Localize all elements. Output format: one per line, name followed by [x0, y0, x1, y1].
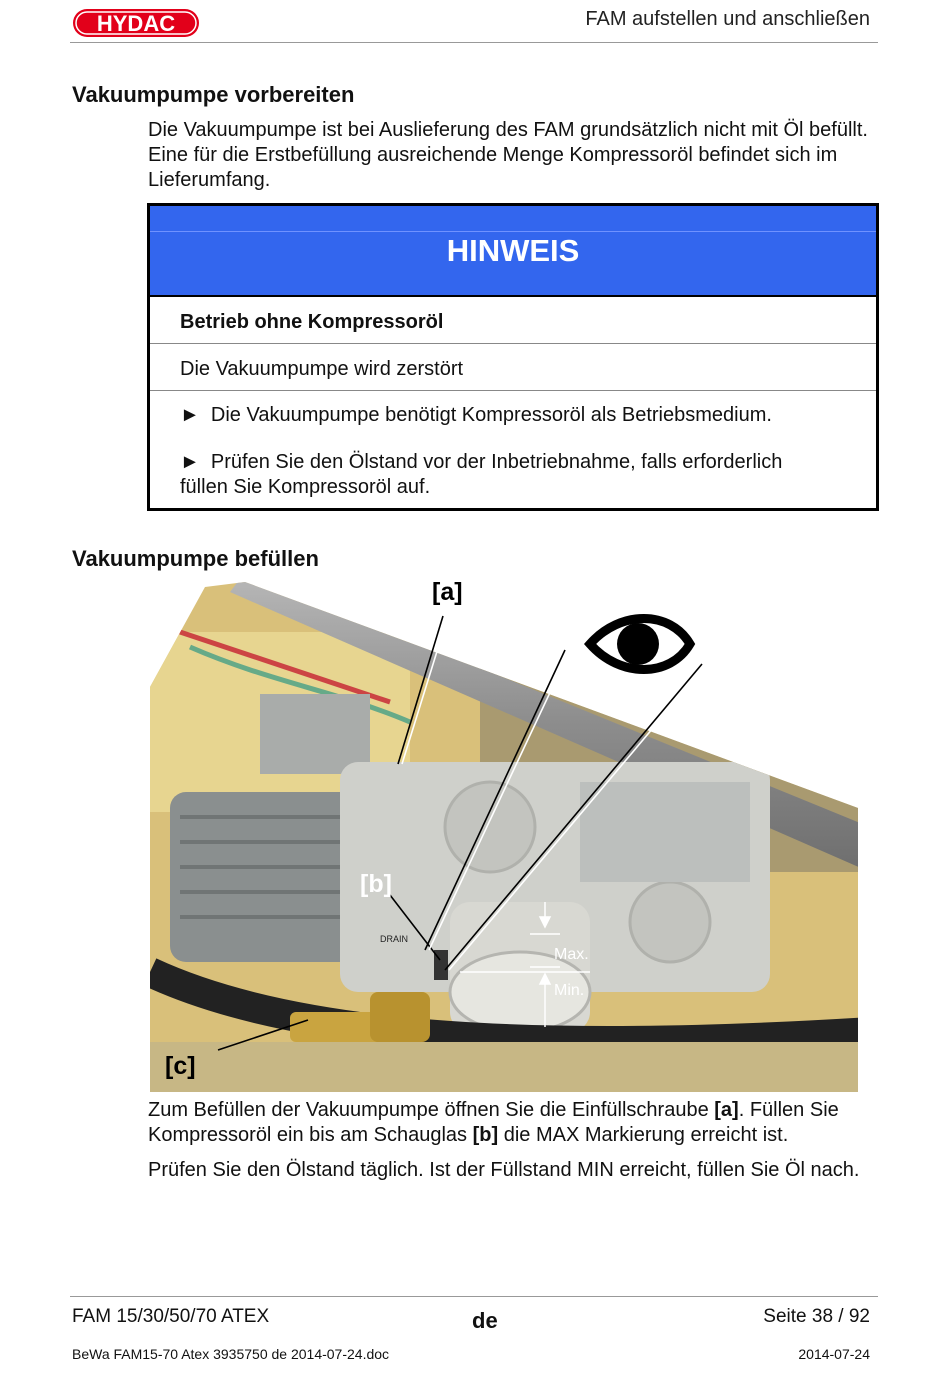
footer-divider — [70, 1296, 878, 1297]
bullet-arrow-icon: ► — [180, 451, 200, 473]
footer-page-number: Seite 38 / 92 — [763, 1306, 870, 1327]
logo-text: HYDAC — [96, 11, 176, 36]
notice-title: HINWEIS — [446, 233, 580, 268]
section-heading-fill: Vakuumpumpe befüllen — [72, 546, 319, 571]
min-label: Min. — [554, 982, 585, 999]
notice-consequence: Die Vakuumpumpe wird zerstört — [180, 358, 464, 380]
notice-box — [147, 203, 879, 511]
footer-language: de — [472, 1308, 498, 1333]
section-heading-prepare: Vakuumpumpe vorbereiten — [72, 82, 355, 107]
vacuum-pump-photo — [150, 572, 870, 1092]
notice-action — [180, 404, 772, 427]
hydac-logo — [72, 8, 200, 38]
footer-date: 2014-07-24 — [798, 1346, 870, 1362]
notice-hazard: Betrieb ohne Kompressoröl — [180, 311, 444, 333]
label-b: [b] — [360, 870, 392, 898]
fill-instructions: Zum Befüllen der Vakuumpumpe öffnen Sie die Einfüllschraube [a]. Füllen Sie Kompressoröl ein bis am Schauglas [b] die MAX Markierung erreicht ist. — [148, 1099, 839, 1146]
drain-label: DRAIN — [380, 934, 409, 944]
label-a: [a] — [432, 578, 463, 606]
footer-document: FAM 15/30/50/70 ATEX — [72, 1306, 270, 1327]
ref-a: [a] — [714, 1099, 739, 1121]
notice-header — [150, 206, 876, 297]
ref-b: [b] — [472, 1124, 499, 1146]
eye-icon — [590, 619, 690, 670]
header-title: FAM aufstellen und anschließen — [585, 8, 870, 30]
check-instructions: Prüfen Sie den Ölstand täglich. Ist der Füllstand MIN erreicht, füllen Sie Öl nach. — [148, 1159, 860, 1181]
bullet-arrow-icon: ► — [180, 404, 200, 426]
notice-divider — [150, 343, 876, 344]
footer-filename: BeWa FAM15-70 Atex 3935750 de 2014-07-24.doc — [72, 1346, 390, 1362]
header-divider — [70, 42, 878, 43]
notice-action — [180, 450, 830, 500]
notice-action-text: Die Vakuumpumpe benötigt Kompressoröl als Betriebsmedium. — [210, 404, 772, 426]
intro-paragraph: Die Vakuumpumpe ist bei Auslieferung des FAM grundsätzlich nicht mit Öl befüllt. Eine für die Erstbefüllung ausreichende Menge Kompressoröl befindet sich im Lieferumfang. — [148, 119, 868, 191]
label-c: [c] — [165, 1052, 196, 1080]
notice-action-text: Prüfen Sie den Ölstand vor der Inbetriebnahme, falls erforderlich füllen Sie Kompressoröl auf. — [180, 451, 783, 498]
notice-divider — [150, 390, 876, 391]
max-label: Max. — [554, 946, 589, 963]
